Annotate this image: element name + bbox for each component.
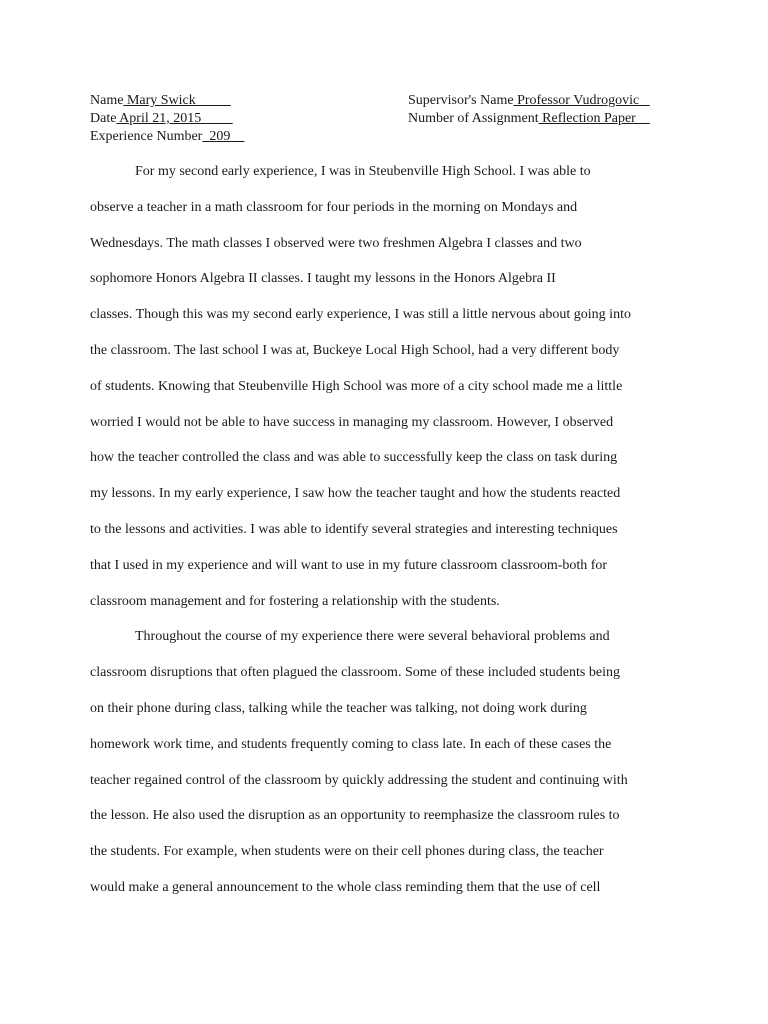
- name-label: Name: [90, 93, 124, 108]
- assignment-label: Number of Assignment: [408, 111, 539, 126]
- body-line: Throughout the course of my experience there were several behavioral problems and: [135, 629, 610, 645]
- supervisor-label: Supervisor's Name: [408, 93, 514, 108]
- experience-field: [90, 128, 244, 146]
- body-line: the students. For example, when students were on their cell phones during class, the teacher: [90, 844, 604, 860]
- body-line: to the lessons and activities. I was able to identify several strategies and interesting techniques: [90, 521, 618, 537]
- name-value: Mary Swick: [123, 93, 231, 108]
- body-line: homework work time, and students frequently coming to class late. In each of these cases the: [90, 736, 612, 752]
- body-text: [90, 161, 690, 913]
- body-line: observe a teacher in a math classroom for four periods in the morning on Mondays and: [90, 199, 578, 215]
- header-row-2: [90, 110, 690, 128]
- body-line: worried I would not be able to have success in managing my classroom. However, I observed: [90, 414, 614, 430]
- assignment-value: Reflection Paper: [538, 111, 650, 126]
- body-line: classroom disruptions that often plagued the classroom. Some of these included students being: [90, 665, 620, 681]
- body-line: on their phone during class, talking while the teacher was talking, not doing work during: [90, 700, 587, 716]
- body-line: the classroom. The last school I was at, Buckeye Local High School, had a very different body: [90, 342, 620, 358]
- document-header: [90, 92, 690, 146]
- name-field: [90, 92, 231, 110]
- supervisor-value: Professor Vudrogovic: [513, 93, 650, 108]
- header-row-3: [90, 128, 690, 146]
- experience-label: Experience Number: [90, 129, 203, 144]
- body-line: would make a general announcement to the whole class reminding them that the use of cell: [90, 879, 601, 895]
- date-value: April 21, 2015: [116, 111, 233, 126]
- supervisor-field: [408, 92, 650, 110]
- body-line: classes. Though this was my second early experience, I was still a little nervous about going into: [90, 307, 631, 323]
- assignment-field: [408, 110, 650, 128]
- body-line: classroom management and for fostering a relationship with the students.: [90, 593, 500, 609]
- body-line: my lessons. In my early experience, I saw how the teacher taught and how the students reacted: [90, 486, 621, 502]
- body-line: that I used in my experience and will want to use in my future classroom classroom-both for: [90, 557, 608, 573]
- experience-value: 209: [202, 129, 245, 144]
- body-line: how the teacher controlled the class and was able to successfully keep the class on task during: [90, 450, 618, 466]
- body-line: sophomore Honors Algebra II classes. I taught my lessons in the Honors Algebra II: [90, 271, 556, 287]
- date-label: Date: [90, 111, 117, 126]
- date-field: [90, 110, 233, 128]
- body-line: Wednesdays. The math classes I observed were two freshmen Algebra I classes and two: [90, 235, 582, 251]
- body-line: of students. Knowing that Steubenville High School was more of a city school made me a little: [90, 378, 623, 394]
- body-line: For my second early experience, I was in Steubenville High School. I was able to: [135, 164, 591, 179]
- body-line: the lesson. He also used the disruption as an opportunity to reemphasize the classroom rules to: [90, 808, 620, 824]
- header-row-1: [90, 92, 690, 110]
- body-line: teacher regained control of the classroom by quickly addressing the student and continuing with: [90, 772, 628, 788]
